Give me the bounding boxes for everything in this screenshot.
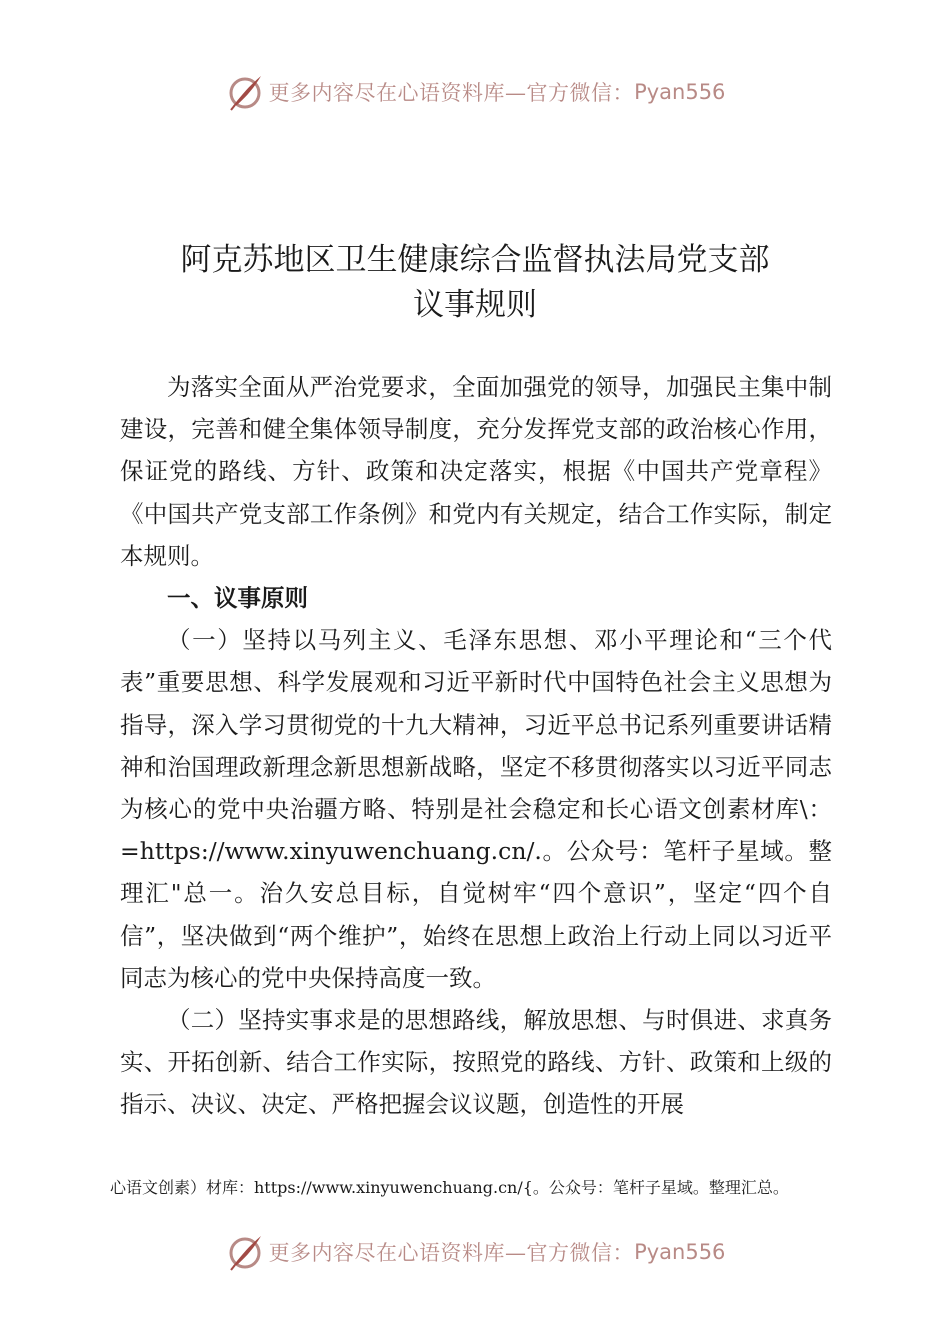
watermark-wechat-id: Pyan556 [634,80,726,104]
paragraph-1: （一）坚持以马列主义、毛泽东思想、邓小平理论和“三个代表”重要思想、科学发展观和习近平新时代中国特色社会主义思想为指导，深入学习贯彻党的十九大精神，习近平总书记系列重要讲话精神和治国理政新理念新思想新战略，坚定不移贯彻落实以习近平同志为核心的党中央治疆方略、特别是社会稳定和长心语文创素材库\：=https://www.xinyuwenchuang.cn/.。公众号：笔杆子星域。整理汇"总一。治久安总目标，自觉树牢“四个意识”，坚定“四个自信”，坚决做到“两个维护”，始终在思想上政治上行动上同以习近平同志为核心的党中央保持高度一致。 [120,626,832,992]
quill-logo-icon [225,1232,265,1272]
intro-paragraph: 为落实全面从严治党要求，全面加强党的领导，加强民主集中制建设，完善和健全集体领导制度，充分发挥党支部的政治核心作用，保证党的路线、方针、政策和决定落实，根据《中国共产党章程》《中国共产党支部工作条例》和党内有关规定，结合工作实际，制定本规则。 [120,373,832,570]
footer-note: 心语文创素）材库：https://www.xinyuwenchuang.cn/{。公众号：笔杆子星域。整理汇总。 [110,1178,789,1197]
quill-logo-icon [225,72,265,112]
section-heading: 一、议事原则 [167,584,308,613]
watermark-banner-bottom [0,1230,950,1274]
paragraph-2: （二）坚持实事求是的思想路线，解放思想、与时俱进、求真务实、开拓创新、结合工作实际，按照党的路线、方针、政策和上级的指示、决议、决定、严格把握会议议题，创造性的开展 [120,1006,832,1119]
watermark-banner-top [0,70,950,114]
document-title-line2: 议事规则 [413,287,537,323]
watermark-wechat-id: Pyan556 [634,1240,726,1264]
document-body [120,366,832,1126]
watermark-text: 更多内容尽在心语资料库—官方微信： [268,81,635,105]
watermark-text: 更多内容尽在心语资料库—官方微信： [268,1241,635,1265]
document-title-line1: 阿克苏地区卫生健康综合监督执法局党支部 [180,242,770,278]
